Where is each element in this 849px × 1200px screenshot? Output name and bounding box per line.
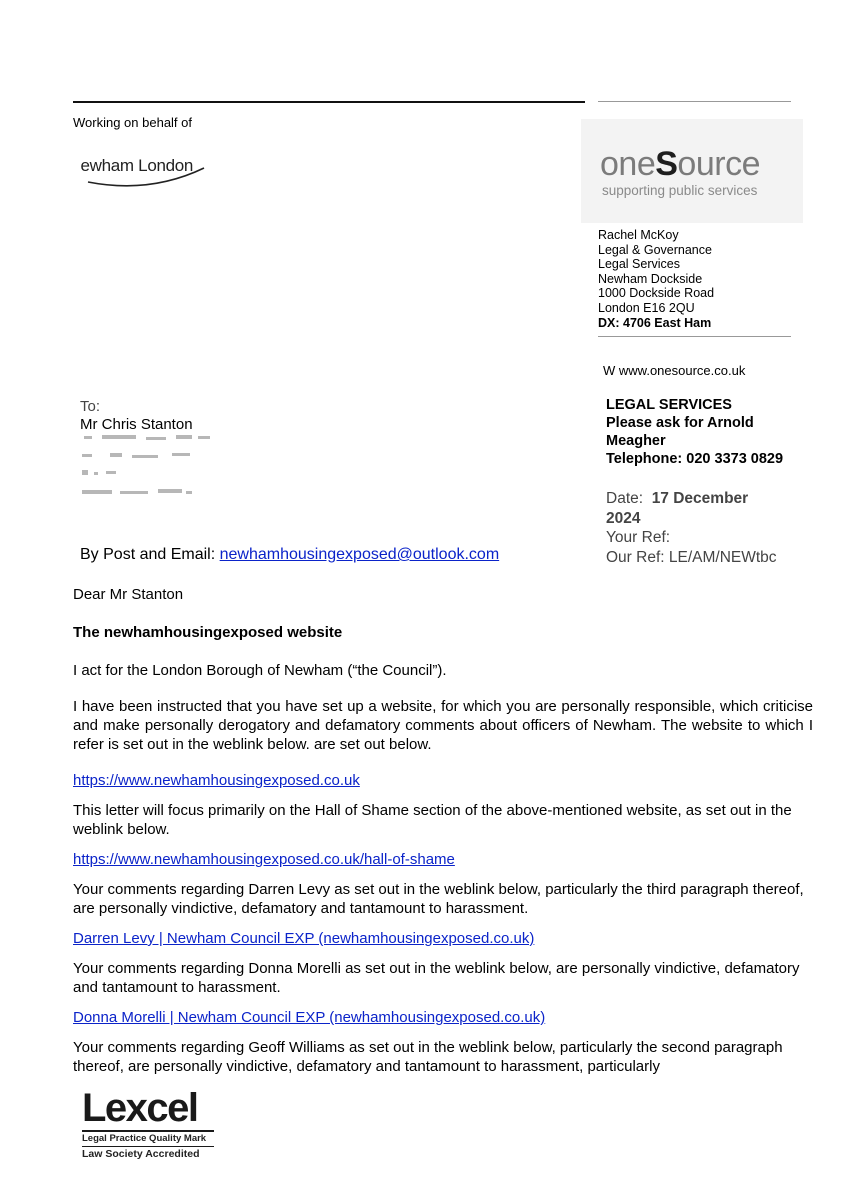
sender-line: London E16 2QU xyxy=(598,300,695,315)
paragraph-4: Your comments regarding Darren Levy as set out in the weblink below, particularly the third paragraph thereof, are personally vindictive, defamatory and tantamount to harassment. xyxy=(73,881,804,917)
onesource-tagline: supporting public services xyxy=(602,183,758,198)
our-ref: Our Ref: LE/AM/NEWtbc xyxy=(606,548,777,566)
sender-line: Legal Services xyxy=(598,257,680,272)
delivery-email-link[interactable]: newhamhousingexposed@outlook.com xyxy=(219,546,500,563)
letter-body xyxy=(73,585,813,1076)
contact-ask-for-cont: Meagher xyxy=(606,433,666,449)
recipient-block xyxy=(80,398,193,434)
sender-line: Legal & Governance xyxy=(598,242,712,257)
paragraph-2: I have been instructed that you have set up a website, for which you are personally responsible, which criticise and make personally derogatory and defamatory comments about officers of Newham. The website to which I refer is set out in the weblink below. are set out below. xyxy=(73,698,813,753)
recipient-name: Mr Chris Stanton xyxy=(80,416,193,433)
top-rule-left xyxy=(73,101,585,103)
weblink-donna-morelli[interactable]: Donna Morelli | Newham Council EXP (newhamhousingexposed.co.uk) xyxy=(73,1009,546,1026)
paragraph-3: This letter will focus primarily on the Hall of Shame section of the above-mentioned website, as set out in the weblink below. xyxy=(73,802,792,838)
paragraph-5: Your comments regarding Donna Morelli as set out in the weblink below, are personally vindictive, defamatory and tantamount to harassment. xyxy=(73,960,800,996)
sender-line: 1000 Dockside Road xyxy=(598,286,715,301)
subject-heading: The newhamhousingexposed website xyxy=(73,624,343,641)
onesource-logo-ource: ource xyxy=(677,145,760,183)
date-label: Date: xyxy=(606,490,644,507)
weblink-homepage[interactable]: https://www.newhamhousingexposed.co.uk xyxy=(73,772,360,789)
delivery-label: By Post and Email: xyxy=(80,546,216,563)
sender-line: Rachel McKoy xyxy=(598,228,679,242)
top-rule-right xyxy=(598,101,791,102)
lexcel-wordmark: Lexcel xyxy=(82,1086,198,1130)
your-ref: Your Ref: xyxy=(606,529,671,546)
redaction-scribble-icon xyxy=(80,434,220,504)
onesource-logo-one: one xyxy=(600,145,656,183)
contact-ask-for: Please ask for Arnold xyxy=(606,415,754,431)
lexcel-logo xyxy=(82,1088,222,1162)
delivery-line xyxy=(80,546,499,564)
lexcel-quality-mark: Legal Practice Quality Mark xyxy=(82,1133,207,1144)
contact-block xyxy=(606,396,783,468)
recipient-to-label: To: xyxy=(80,398,101,415)
newham-logo xyxy=(80,138,215,208)
date-value: 17 December xyxy=(651,490,749,507)
weblink-hall-of-shame[interactable]: https://www.newhamhousingexposed.co.uk/hall-of-shame xyxy=(73,851,455,868)
onesource-logo xyxy=(581,119,803,223)
sender-rule xyxy=(598,336,791,337)
sender-dx: DX: 4706 East Ham xyxy=(598,315,712,330)
working-on-behalf-label: Working on behalf of xyxy=(73,115,192,130)
salutation: Dear Mr Stanton xyxy=(73,586,184,603)
paragraph-1: I act for the London Borough of Newham (“the Council”). xyxy=(73,662,447,679)
redacted-address xyxy=(80,434,220,504)
sender-website: W www.onesource.co.uk xyxy=(603,363,746,378)
sender-block xyxy=(598,228,714,330)
date-year: 2024 xyxy=(606,509,641,527)
contact-department: LEGAL SERVICES xyxy=(606,397,732,413)
lexcel-accredited: Law Society Accredited xyxy=(82,1148,200,1160)
newham-logo-text: ewham London xyxy=(80,156,194,175)
date-block xyxy=(606,489,777,567)
weblink-darren-levy[interactable]: Darren Levy | Newham Council EXP (newhamhousingexposed.co.uk) xyxy=(73,930,535,947)
sender-line: Newham Dockside xyxy=(598,271,703,286)
contact-telephone: Telephone: 020 3373 0829 xyxy=(606,451,784,467)
onesource-logo-s: S xyxy=(655,145,678,183)
paragraph-6: Your comments regarding Geoff Williams as set out in the weblink below, particularly the second paragraph thereof, are personally vindictive, defamatory and tantamount to harassment, particularly xyxy=(73,1039,783,1075)
